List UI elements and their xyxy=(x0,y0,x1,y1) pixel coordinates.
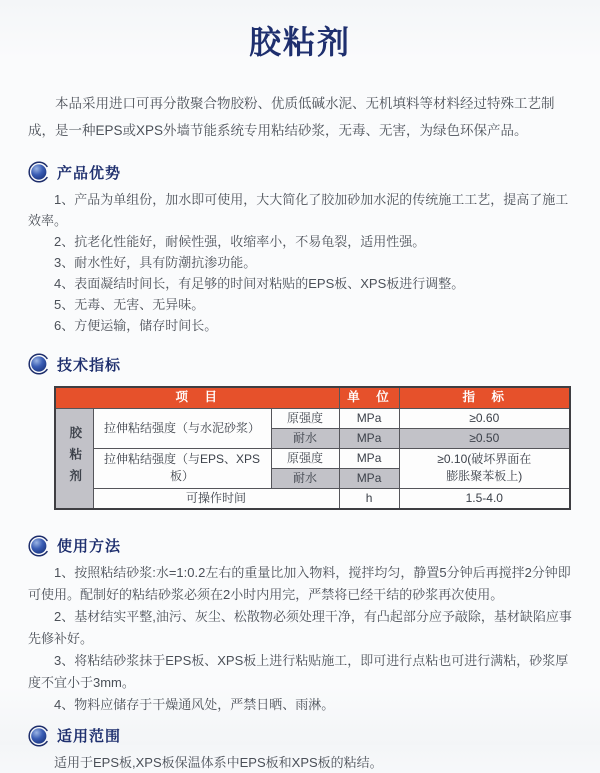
section-heading-specs xyxy=(28,352,572,376)
col-header-item: 项 目 xyxy=(55,387,339,408)
list-item: 2、基材结实平整,油污、灰尘、松散物必须处理干净，有凸起部分应予敲除，基材缺陷应事先修补好。 xyxy=(28,608,572,646)
list-item: 6、方便运输，储存时间长。 xyxy=(54,318,218,333)
list-item: 4、物料应储存于干燥通风处，严禁日晒、雨淋。 xyxy=(54,696,335,712)
col-header-indicator: 指 标 xyxy=(399,387,570,408)
condition-cell: 原强度 xyxy=(271,408,339,428)
blue-sphere-bullet-icon xyxy=(28,161,50,183)
blue-sphere-bullet-icon xyxy=(28,353,50,375)
table-row xyxy=(55,448,570,468)
table-row xyxy=(55,488,570,509)
advantages-list xyxy=(28,189,572,336)
list-item: 3、将粘结砂浆抹于EPS板、XPS板上进行粘贴施工，即可进行点粘也可进行满粘，砂浆厚度不宜小于3mm。 xyxy=(28,652,569,690)
section-title: 使用方法 xyxy=(57,538,122,555)
product-name-cell: 胶粘剂 xyxy=(55,408,93,509)
condition-cell: 原强度 xyxy=(271,448,339,468)
spec-table-container xyxy=(54,386,600,510)
section-title: 适用范围 xyxy=(57,728,122,745)
col-header-unit: 单 位 xyxy=(339,387,399,408)
value-cell: 1.5-4.0 xyxy=(399,488,570,509)
unit-cell: MPa xyxy=(339,468,399,488)
page-title: 胶粘剂 xyxy=(248,24,351,60)
list-item: 1、产品为单组份，加水即可使用，大大简化了胶加砂加水泥的传统施工工艺，提高了施工效率。 xyxy=(28,192,569,228)
unit-cell: MPa xyxy=(339,448,399,468)
spec-table xyxy=(54,386,571,510)
unit-cell: MPa xyxy=(339,428,399,448)
document-page-lower xyxy=(0,534,600,773)
blue-sphere-bullet-icon xyxy=(28,725,50,747)
document-page xyxy=(0,20,600,376)
list-item: 5、无毒、无害、无异味。 xyxy=(54,297,205,312)
test-item-cell: 可操作时间 xyxy=(93,488,339,509)
value-cell: ≥0.10(破坏界面在 膨胀聚苯板上) xyxy=(399,448,570,488)
value-cell: ≥0.50 xyxy=(399,428,570,448)
list-item: 4、表面凝结时间长，有足够的时间对粘贴的EPS板、XPS板进行调整。 xyxy=(54,276,465,291)
unit-cell: h xyxy=(339,488,399,509)
list-item: 2、抗老化性能好，耐候性强，收缩率小，不易龟裂，适用性强。 xyxy=(54,234,426,249)
unit-cell: MPa xyxy=(339,408,399,428)
table-row xyxy=(55,408,570,428)
value-cell: ≥0.60 xyxy=(399,408,570,428)
section-title: 技术指标 xyxy=(57,356,122,374)
intro-paragraph: 本品采用进口可再分散聚合物胶粉、优质低碱水泥、无机填料等材料经过特殊工艺制成，是一种EPS或XPS外墙节能系统专用粘结砂浆，无毒、无害，为绿色环保产品。 xyxy=(28,96,555,138)
list-item: 1、按照粘结砂浆:水=1:0.2左右的重量比加入物料，搅拌均匀，静置5分钟后再搅拌2分钟即可使用。配制好的粘结砂浆必须在2小时内用完，严禁将已经干结的砂浆再次使用。 xyxy=(28,564,571,602)
test-item-cell: 拉伸粘结强度（与EPS、XPS板） xyxy=(93,448,271,488)
section-heading-scope xyxy=(28,724,572,748)
section-heading-advantages xyxy=(28,160,572,184)
usage-list xyxy=(28,562,572,716)
list-item: 3、耐水性好，具有防潮抗渗功能。 xyxy=(54,255,257,270)
test-item-cell: 拉伸粘结强度（与水泥砂浆） xyxy=(93,408,271,448)
section-title: 产品优势 xyxy=(57,164,122,182)
scope-text: 适用于EPS板,XPS板保温体系中EPS板和XPS板的粘结。 xyxy=(54,754,383,770)
section-heading-usage xyxy=(28,534,572,558)
blue-sphere-bullet-icon xyxy=(28,535,50,557)
condition-cell: 耐水 xyxy=(271,428,339,448)
condition-cell: 耐水 xyxy=(271,468,339,488)
table-header-row xyxy=(55,387,570,408)
